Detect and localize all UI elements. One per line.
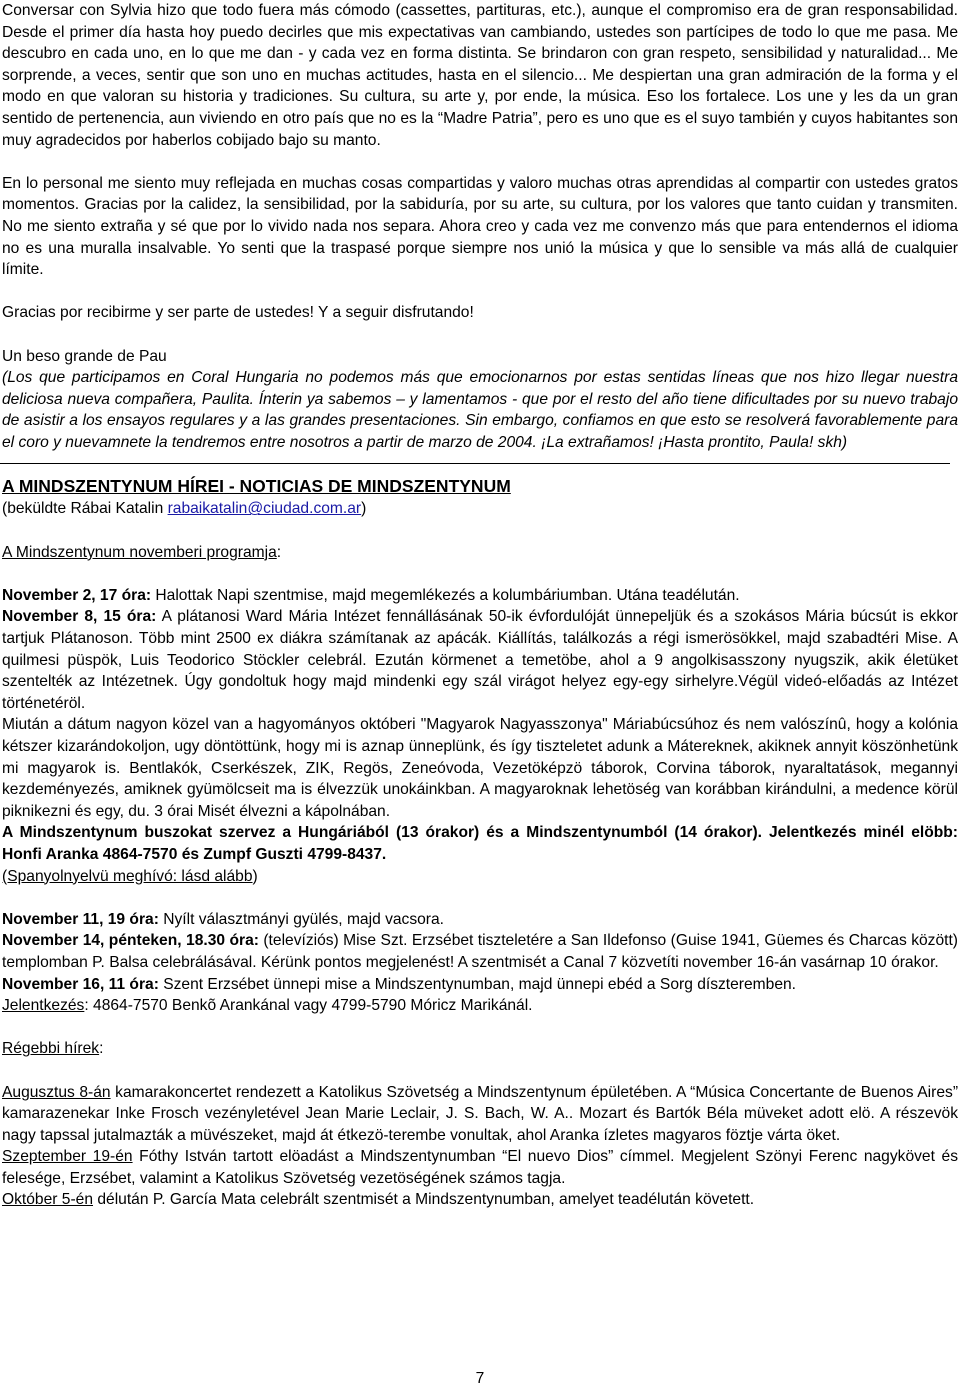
signoff: Un beso grande de Pau — [2, 347, 167, 365]
oct-date: Október 5-én — [2, 1191, 94, 1209]
program-heading — [0, 542, 960, 564]
thanks-line: Gracias por recibirme y ser parte de ustedes! Y a seguir disfrutando! — [2, 304, 474, 322]
nov14-text: (televíziós) Mise Szt. Erzsébet tiszteletére a San Ildefonso (Guise 1941, Güemes és Charcas között) templomban P. Balsa celebrálásával. Kérünk pontos megjelenést! A szentmisét a Canal 7 közvetíti november 16-án vasárnap 10 órakor. — [2, 932, 958, 971]
nov14-label: November 14, pénteken, 18.30 óra: — [2, 932, 259, 950]
spacer — [0, 887, 960, 909]
program-nov2 — [0, 585, 960, 607]
spacer — [0, 324, 960, 346]
older-news-heading-text: Régebbi hírek — [2, 1040, 100, 1058]
october-paragraph: Miután a dátum nagyon közel van a hagyományos októberi "Magyarok Nagyasszonya" Máriabúcsúhoz és nem valószínû, hogy a kolónia kétszer kizarándokoljon, ugy döntöttünk, hogy mi is aznap ünneplünk, és így tiszteletet adunk a Mátereknek, akiknek annyit köszönhetünk mi magyarok is. Bentlakók, Cserkészek, ZIK, Regös, Zeneóvoda, Vezetöképzö táborok, Corvina táborok, nyaraltatások, megannyi kezdeményezés, amiknek gyümölcseit ma is élvezzük unokáinkban. A magyaroknak lehetöség van korábban kirándulni, a medence körül piknikezni és egy, du. 3 órai Misét élvezni a kápolnában. — [2, 716, 958, 820]
spacer — [0, 151, 960, 173]
spanish-invite-line — [0, 866, 960, 888]
sent-by-prefix: (beküldte Rábai Katalin — [2, 500, 168, 518]
email-link[interactable]: rabaikatalin@ciudad.com.ar — [167, 500, 362, 518]
nov16-label: November 16, 11 óra: — [2, 975, 159, 993]
signup-line — [0, 995, 960, 1017]
older-news-heading-colon: : — [99, 1040, 104, 1058]
page-number: 7 — [475, 1370, 485, 1387]
program-nov11 — [0, 909, 960, 931]
program-heading-colon: : — [276, 543, 282, 561]
older-august — [0, 1082, 960, 1147]
section-title: A MINDSZENTYNUM HÍREI - NOTICIAS DE MINDSZENTYNUM — [2, 476, 511, 497]
spanish-invite-close: ) — [252, 867, 258, 885]
program-nov8 — [0, 606, 960, 714]
signup-text: : 4864-7570 Benkõ Arankánal vagy 4799-5790 Móricz Marikánál. — [84, 997, 533, 1015]
section-divider — [0, 463, 950, 464]
signup-label: Jelentkezés — [2, 997, 85, 1015]
aug-date: Augusztus 8-án — [2, 1083, 111, 1101]
nov16-text: Szent Erzsébet ünnepi mise a Mindszentynumban, majd ünnepi ebéd a Sorg díszteremben. — [158, 975, 797, 993]
sent-by-line — [0, 498, 960, 520]
bus-announcement: A Mindszentynum buszokat szervez a Hungáriából (13 órakor) és a Mindszentynumból (14 órakor). Jelentkezés minél elöbb: Honfi Aranka 4864-7570 és Zumpf Guszti 4799-8437. — [2, 824, 958, 863]
nov11-text: Nyílt választmányi gyülés, majd vacsora. — [158, 910, 445, 928]
aug-text: kamarakoncertet rendezett a Katolikus Szövetség a Mindszentynum épületében. A “Música Concertante de Buenos Aires” kamarazenekar Inke Frosch vezényletével Jean Marie Leclair, J. S. Bach, W. A.. Mozart és Bartók Béla müveket adott elö. A részevök nagy tapssal jutalmazták a müvészeket, majd át étkezö-terembe vonultak, ahol Aranka ízletes magyaros föztje várta öket. — [2, 1083, 959, 1144]
older-september — [0, 1146, 960, 1189]
nov11-label: November 11, 19 óra: — [2, 910, 159, 928]
sep-date: Szeptember 19-én — [2, 1148, 133, 1166]
nov2-label: November 2, 17 óra: — [2, 586, 152, 604]
sep-text: Fóthy István tartott elöadást a Mindszentynumban “El nuevo Dios” címmel. Megjelent Szönyi Ferenc nagykövet és felesége, Erzsébet, valamint a Katolikus Szövetség vezetöségének számos tagja. — [2, 1148, 959, 1187]
intro-paragraph-2: En lo personal me siento muy reflejada en muchas cosas compartidas y valoro muchas otras aprendidas al compartir con ustedes gratos momentos. Gracias por la calidez, la sensibilidad, por la sabiduría, por su arte, su cultura, por los valores que tanto cuidan y transmiten. No me siento extraña y sé que por lo vivido nada nos separa. Ahora creo y cada vez me convenzo más que para entendernos el idioma no es una muralla insalvable. Yo senti que la traspasé porque siempre nos unió la música y que lo sensible va más allá de cualquier límite. — [2, 174, 958, 279]
older-news-heading — [0, 1038, 960, 1060]
program-heading-text: A Mindszentynum novemberi programja — [2, 543, 277, 561]
intro-paragraph-1: Conversar con Sylvia hizo que todo fuera más cómodo (cassettes, partituras, etc.), aunque el compromiso era de gran responsabilidad. Desde el primer día hasta hoy puedo decirles que mis expectativas van cambiando, ustedes son partícipes de todo lo que me pasa. Me descubro en cada uno, en lo que me dan - y cada vez en forma distinta. Se brindaron con gran respeto, sensibilidad y naturalidad... Me sorprende, a veces, sentir que son uno en muchas actitudes, hasta en el silencio... Me despiertan una gran admiración de la forma y el modo en que valoran su historia y tradiciones. Su cultura, su arte y, por ende, la música. Eso los fortalece. Los une y les da un gran sentido de pertenencia, aun viviendo en otro país que no es la “Madre Patria”, pero es uno que es el suyo también y cuyos habitantes son muy agradecidos por haberlos cobijado bajo su manto. — [2, 2, 958, 149]
spacer — [0, 281, 960, 303]
program-nov16 — [0, 974, 960, 996]
program-nov14 — [0, 930, 960, 973]
nov8-label: November 8, 15 óra: — [2, 608, 157, 626]
spacer — [0, 1017, 960, 1039]
older-october — [0, 1189, 960, 1211]
spacer — [0, 563, 960, 585]
editor-note: (Los que participamos en Coral Hungaria no podemos más que emocionarnos por estas sentidas líneas que nos hizo llegar nuestra deliciosa nueva compañera, Paulita. Ínterin ya sabemos – y lamentamos - que por el resto del año tiene dificultades por su nuevo trabajo de asistir a los ensayos regulares y a las grandes presentaciones. Sin embargo, confiamos en que esto se resolverá favorablemente para el coro y nuevamnete la tendremos entre nosotros a partir de marzo de 2004. ¡La extrañamos! ¡Hasta prontito, Paula! skh) — [2, 369, 958, 451]
spacer — [0, 520, 960, 542]
oct-text: délután P. García Mata celebrált szentmisét a Mindszentynumban, amelyet teadélután követett. — [93, 1191, 755, 1209]
nov8-text: A plátanosi Ward Mária Intézet fennállásának 50-ik évfordulóját ünnepeljük és a szokásos Mária búcsút is ekkor tartjuk Plátanoson. Több mint 2500 ex diákra számítanak az apácák. Kiállítás, találkozás a régi ismerösökkel, majd szabadtéri Mise. A quilmesi püspök, Luis Teodorico Stöckler celebrál. Ezután körmenet a temetöbe, ahol a 9 angolkisasszony nyugszik, akik életüket szentelték az Intézetnek. Úgy gondoltuk hogy majd mindenki egy szál virágot helyez egy-egy sirhelyre.Végül videó-előadás az Intézet történetéröl. — [2, 608, 958, 712]
spacer — [0, 1060, 960, 1082]
spanish-invite-link[interactable]: (Spanyolnyelvü meghívó: lásd alább — [2, 867, 253, 885]
sent-by-suffix: ) — [361, 500, 367, 518]
nov2-text: Halottak Napi szentmise, majd megemlékezés a kolumbáriumban. Utána teadélután. — [151, 586, 740, 604]
